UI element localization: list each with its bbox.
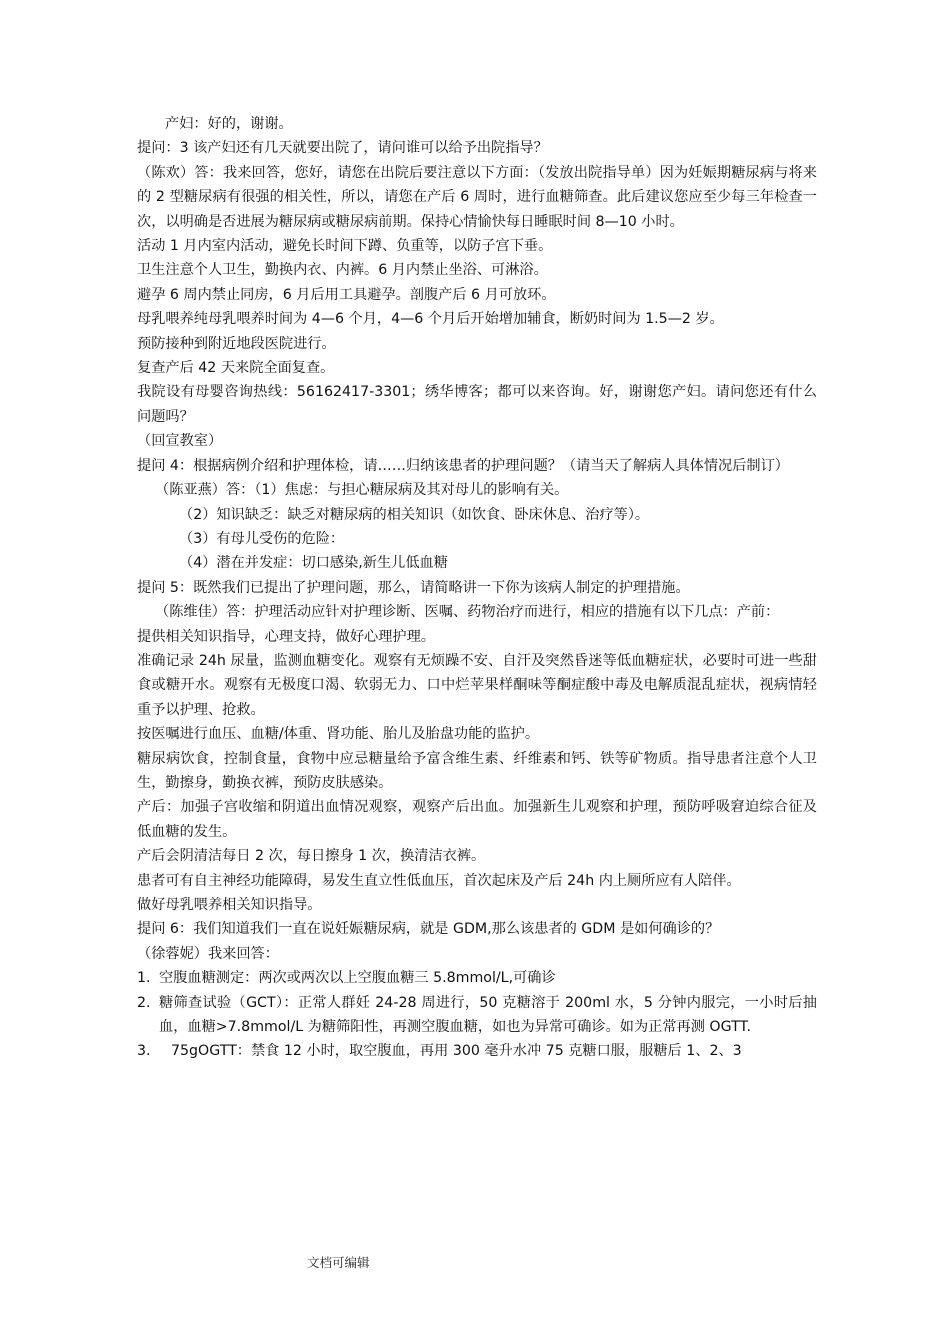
item-text: 糖筛查试验（GCT）：正常人群妊 24-28 周进行，50 克糖溶于 200ml 水，5 分钟内服完，一小时后抽血，血糖>7.8mmol/L 为糖筛阳性，再测空腹血糖，如也为异常可确诊。如为正常再测 OGTT. xyxy=(159,994,817,1036)
item-number: 1. xyxy=(137,970,151,987)
paragraph: 提问 6：我们知道我们一直在说妊娠糖尿病，就是 GDM,那么该患者的 GDM 是如何确诊的？ xyxy=(137,921,720,938)
paragraph: （3）有母儿受伤的危险： xyxy=(179,530,345,547)
paragraph: 活动 1 月内室内活动，避免长时间下蹲、负重等，以防子宫下垂。 xyxy=(137,238,553,255)
footer-note: 文档可编辑 xyxy=(307,1255,370,1270)
paragraph: （4）潜在并发症：切口感染,新生儿低血糖 xyxy=(179,555,448,572)
paragraph: 产后：加强子宫收缩和阴道出血情况观察，观察产后出血。加强新生儿观察和护理，预防呼吸窘迫综合征及低血糖的发生。 xyxy=(137,799,817,840)
paragraph: 卫生注意个人卫生，勤换内衣、内裤。6 月内禁止坐浴、可淋浴。 xyxy=(137,262,548,279)
paragraph: 提问：3 该产妇还有几天就要出院了，请问谁可以给予出院指导？ xyxy=(137,140,548,157)
item-number: 3. xyxy=(137,1043,151,1060)
paragraph: 按医嘱进行血压、血糖/体重、肾功能、胎儿及胎盘功能的监护。 xyxy=(137,726,540,743)
paragraph: 患者可有自主神经功能障碍，易发生直立性低血压，首次起床及产后 24h 内上厕所应有人陪伴。 xyxy=(137,872,741,889)
paragraph: 我院设有母婴咨询热线：56162417-3301；绣华博客；都可以来咨询。好，谢谢您产妇。请问您还有什么问题吗？ xyxy=(137,384,817,425)
paragraph: 提供相关知识指导，心理支持，做好心理护理。 xyxy=(137,628,435,645)
item-text: 空腹血糖测定：两次或两次以上空腹血糖三 5.8mmol/L,可确诊 xyxy=(159,970,556,987)
paragraph: 预防接种到附近地段医院进行。 xyxy=(137,335,336,352)
numbered-item xyxy=(137,991,817,1040)
paragraph: 糖尿病饮食，控制食量，食物中应忌糖量给予富含维生素、纤维素和钙、铁等矿物质。指导患者注意个人卫生，勤擦身，勤换衣裤，预防皮肤感染。 xyxy=(137,750,817,791)
paragraph: （陈亚燕）答：（1）焦虑：与担心糖尿病及其对母儿的影响有关。 xyxy=(155,482,569,499)
paragraph: 产后会阴清洁每日 2 次，每日擦身 1 次，换清洁衣裤。 xyxy=(137,848,486,865)
paragraph: （徐蓉妮）我来回答： xyxy=(137,945,279,962)
numbered-item xyxy=(137,1039,817,1063)
paragraph: 做好母乳喂养相关知识指导。 xyxy=(137,897,322,913)
paragraph: 母乳喂养纯母乳喂养时间为 4—6 个月，4—6 个月后开始增加辅食，断奶时间为 1.5—2 岁。 xyxy=(137,311,724,328)
paragraph: 避孕 6 周内禁止同房，6 月后用工具避孕。剖腹产后 6 月可放环。 xyxy=(137,286,556,303)
item-number: 2. xyxy=(137,994,151,1011)
numbered-item xyxy=(137,966,817,990)
paragraph: 复查产后 42 天来院全面复查。 xyxy=(137,360,335,377)
document-body xyxy=(137,112,817,1064)
paragraph: 产妇：好的，谢谢。 xyxy=(165,116,293,132)
item-text: 75gOGTT：禁食 12 小时，取空腹血，再用 300 毫升水冲 75 克糖口服，服糖后 1、2、3 xyxy=(171,1043,742,1060)
paragraph: （回宣教室） xyxy=(137,433,223,450)
paragraph: （2）知识缺乏：缺乏对糖尿病的相关知识（如饮食、卧床休息、治疗等）。 xyxy=(179,506,650,523)
paragraph: （陈欢）答：我来回答，您好，请您在出院后要注意以下方面：（发放出院指导单）因为妊娠期糖尿病与将来的 2 型糖尿病有很强的相关性，所以，请您在产后 6 周时，进行血糖筛查。此后建议您应至少每三年检查一次，以明确是否进展为糖尿病或糖尿病前期。保持心情愉快每日睡眠时间 8—10 小时。 xyxy=(137,164,817,230)
paragraph: 提问 5：既然我们已提出了护理问题，那么，请简略讲一下你为该病人制定的护理措施。 xyxy=(137,579,690,596)
paragraph: （陈维佳）答：护理活动应针对护理诊断、医嘱、药物治疗而进行，相应的措施有以下几点：产前： xyxy=(155,604,780,621)
paragraph: 提问 4：根据病例介绍和护理体检，请……归纳该患者的护理问题？（请当天了解病人具体情况后制订） xyxy=(137,457,789,474)
paragraph: 准确记录 24h 尿量，监测血糖变化。观察有无烦躁不安、自汗及突然昏迷等低血糖症状，必要时可进一些甜食或糖开水。观察有无极度口渴、软弱无力、口中烂苹果样酮味等酮症酸中毒及电解质混乱症状，视病情轻重予以护理、抢救。 xyxy=(137,652,817,718)
